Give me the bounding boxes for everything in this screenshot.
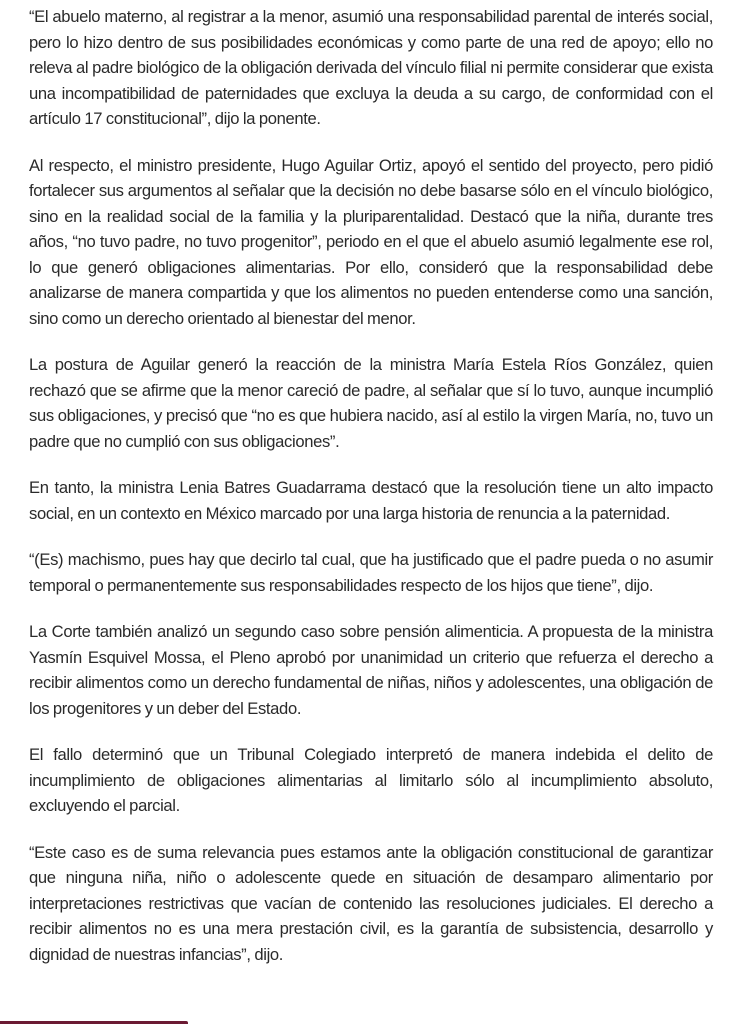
paragraph-tribunal-ruling: El fallo determinó que un Tribunal Colegiado interpretó de manera indebida el delito de incumplimiento de obligaciones alimentarias al limitarlo sólo al incumplimiento absoluto, excluyendo el parcial. [29, 745, 713, 815]
paragraph-machismo-quote: “(Es) machismo, pues hay que decirlo tal cual, que ha justificado que el padre pueda o no asumir temporal o permanentemente sus responsabilidades respecto de los hijos que tiene”, dijo. [29, 550, 713, 595]
paragraph-second-case: La Corte también analizó un segundo caso sobre pensión alimenticia. A propuesta de la ministra Yasmín Esquivel Mossa, el Pleno aprobó por unanimidad un criterio que refuerza el derecho a recibir alimentos como un derecho fundamental de niñas, niños y adolescentes, una obligación de los progenitores y un deber del Estado. [29, 622, 713, 718]
paragraph-rios-gonzalez: La postura de Aguilar generó la reacción de la ministra María Estela Ríos González, quien rechazó que se afirme que la menor careció de padre, al señalar que sí lo tuvo, aunque incumplió sus obligaciones, y precisó que “no es que hubiera nacido, así al estilo la virgen María, no, tuvo un padre que no cumplió con sus obligaciones”. [29, 355, 713, 451]
paragraph-ponente-quote: “El abuelo materno, al registrar a la menor, asumió una responsabilidad parental de interés social, pero lo hizo dentro de sus posibilidades económicas y como parte de una red de apoyo; ello no releva al padre biológico de la obligación derivada del vínculo filial ni permite considerar que exista una incompatibilidad de paternidades que excluya la deuda a su cargo, de conformidad con el artículo 17 constitucional”, dijo la ponente. [29, 7, 713, 128]
paragraph-aguilar-ortiz: Al respecto, el ministro presidente, Hugo Aguilar Ortiz, apoyó el sentido del proyecto, pero pidió fortalecer sus argumentos al señalar que la decisión no debe basarse sólo en el vínculo biológico, sino en la realidad social de la familia y la pluriparentalidad. Destacó que la niña, durante tres años, “no tuvo padre, no tuvo progenitor”, periodo en el que el abuelo asumió legalmente ese rol, lo que generó obligaciones alimentarias. Por ello, consideró que la responsabilidad debe analizarse de manera compartida y que los alimentos no pueden entenderse como una sanción, sino como un derecho orientado al bienestar del menor. [29, 155, 713, 328]
paragraph-batres-guadarrama: En tanto, la ministra Lenia Batres Guadarrama destacó que la resolución tiene un alto impacto social, en un contexto en México marcado por una larga historia de renuncia a la paternidad. [29, 478, 713, 523]
paragraph-final-quote: “Este caso es de suma relevancia pues estamos ante la obligación constitucional de garantizar que ninguna niña, niño o adolescente quede en situación de desamparo alimentario por interpretaciones restrictivas que vacían de contenido las resoluciones judiciales. El derecho a recibir alimentos no es una mera prestación civil, es la garantía de subsistencia, desarrollo y dignidad de nuestras infancias”, dijo. [29, 842, 713, 964]
article-body [29, 4, 713, 988]
